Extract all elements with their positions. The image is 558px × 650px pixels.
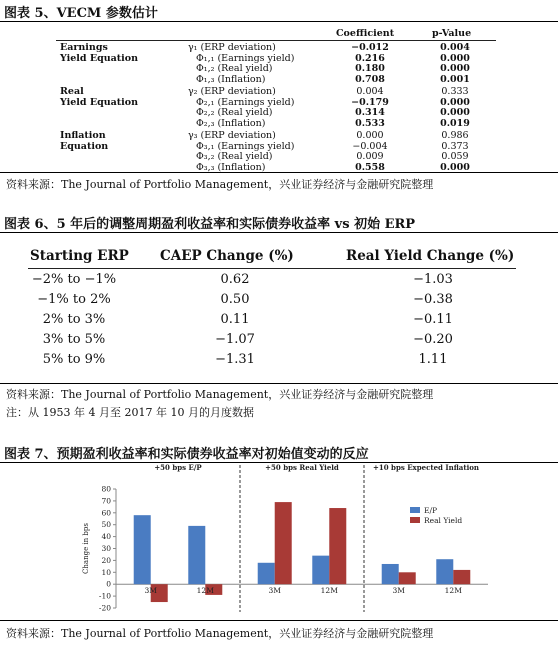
legend-swatch: [410, 507, 420, 513]
fig5-param: Φ₃,₁ (Earnings yield): [196, 140, 295, 152]
y-tick-label: 60: [101, 508, 111, 518]
fig5-header-pvalue: p-Value: [432, 28, 472, 39]
fig6-cell-erp: −2% to −1%: [31, 272, 117, 287]
fig6-cell-erp: 5% to 9%: [42, 352, 106, 367]
fig5-param: γ₁ (ERP deviation): [188, 42, 276, 53]
fig5-param: Φ₁,₃ (Inflation): [196, 73, 266, 85]
fig6-cell-caep: 0.50: [220, 292, 250, 307]
category-label: 12M: [444, 586, 462, 596]
fig6-cell-real-yield: −0.38: [413, 292, 453, 307]
category-label: 12M: [196, 586, 214, 596]
fig5-pvalue: 0.000: [440, 96, 470, 108]
fig5-coef: 0.216: [355, 52, 385, 64]
bar-ep: [312, 556, 329, 585]
y-tick-label: 70: [101, 496, 111, 506]
fig5-pvalue: 0.059: [441, 151, 469, 162]
fig6-cell-real-yield: −1.03: [413, 272, 453, 287]
fig5-group-label: Inflation: [60, 130, 106, 141]
fig5-pvalue: 0.001: [440, 73, 470, 85]
fig5-coef: −0.004: [352, 140, 388, 152]
fig5-bottom-rule: [0, 172, 558, 173]
fig5-pvalue: 0.986: [441, 130, 469, 141]
fig5-param: Φ₁,₂ (Real yield): [196, 63, 273, 74]
fig5-coef: 0.000: [356, 130, 384, 141]
y-tick-label: 30: [101, 544, 111, 553]
fig5-group-label: Equation: [60, 140, 109, 152]
fig6-header-real-yield: Real Yield Change (%): [346, 248, 515, 264]
fig5-group-label: Real: [60, 86, 84, 97]
fig6-header-caep: CAEP Change (%): [160, 248, 294, 264]
bar-ep: [382, 564, 399, 584]
fig6-cell-caep: 0.62: [220, 272, 250, 287]
fig5-pvalue: 0.004: [440, 42, 470, 53]
fig7-source: 资料来源：The Journal of Portfolio Management，兴业证券经济与金融研究院整理: [6, 627, 434, 640]
fig5-pvalue: 0.373: [441, 140, 469, 152]
fig6-title-rule: [0, 232, 558, 233]
fig5-header-rule: [56, 40, 496, 41]
fig5-coef: 0.009: [356, 151, 384, 162]
category-label: 3M: [144, 586, 157, 596]
fig6-header-starting-erp: Starting ERP: [30, 248, 129, 264]
fig6-cell-real-yield: 1.11: [418, 352, 448, 367]
fig6-title: 图表 6、5 年后的调整周期盈利收益率和实际债券收益率 vs 初始 ERP: [4, 217, 416, 232]
fig5-pvalue: 0.000: [440, 107, 470, 118]
fig5-group-label: Earnings: [60, 42, 108, 53]
y-tick-label: -20: [98, 603, 111, 613]
y-tick-label: 40: [101, 532, 111, 542]
legend-label: E/P: [424, 506, 438, 515]
legend-label: Real Yield: [424, 516, 463, 525]
fig5-pvalue: 0.333: [441, 86, 469, 97]
fig6-cell-caep: −1.31: [215, 352, 255, 367]
bar-real-yield: [453, 570, 470, 584]
fig6-note: 注：从 1953 年 4 月至 2017 年 10 月的月度数据: [6, 406, 254, 419]
y-tick-label: 20: [101, 555, 111, 565]
category-label: 3M: [268, 586, 281, 596]
fig5-pvalue: 0.000: [440, 161, 470, 173]
y-tick-label: 80: [101, 484, 111, 494]
panel-title: +50 bps E/P: [154, 463, 202, 472]
fig5-coef: −0.179: [351, 96, 389, 108]
fig5-param: Φ₃,₂ (Real yield): [196, 151, 273, 162]
category-label: 12M: [320, 586, 338, 596]
fig5-coef: 0.314: [355, 107, 385, 118]
fig5-param: Φ₂,₃ (Inflation): [196, 117, 266, 129]
fig5-header-coefficient: Coefficient: [336, 28, 395, 39]
fig5-title: 图表 5、VECM 参数估计: [4, 6, 158, 21]
fig6-cell-caep: −1.07: [215, 332, 255, 347]
fig5-coef: 0.558: [355, 161, 385, 173]
fig5-param: Φ₂,₂ (Real yield): [196, 107, 273, 118]
panel-title: +10 bps Expected Inflation: [373, 463, 479, 472]
fig6-source: 资料来源：The Journal of Portfolio Management，兴业证券经济与金融研究院整理: [6, 388, 434, 401]
fig6-header-rule: [28, 268, 516, 269]
bar-ep: [258, 563, 275, 584]
bar-real-yield: [275, 502, 292, 584]
bar-ep: [436, 559, 453, 584]
fig5-param: Φ₃,₃ (Inflation): [196, 161, 266, 173]
fig6-cell-real-yield: −0.11: [413, 312, 453, 327]
fig5-param: γ₂ (ERP deviation): [188, 86, 276, 97]
fig5-coef: 0.708: [355, 73, 385, 85]
bar-real-yield: [329, 508, 346, 584]
bar-ep: [134, 515, 151, 584]
fig6-cell-caep: 0.11: [220, 312, 250, 327]
y-tick-label: -10: [98, 591, 111, 601]
y-tick-label: 50: [101, 520, 111, 530]
legend-swatch: [410, 517, 420, 523]
fig6-cell-erp: 3% to 5%: [42, 332, 106, 347]
y-tick-label: 10: [101, 567, 111, 577]
fig5-group-label: Yield Equation: [60, 52, 139, 64]
fig6-bottom-rule: [0, 383, 558, 384]
bar-real-yield: [399, 572, 416, 584]
fig5-param: γ₃ (ERP deviation): [188, 130, 276, 141]
y-tick-label: 0: [106, 579, 111, 589]
category-label: 3M: [392, 586, 405, 596]
fig5-coef: 0.180: [355, 63, 385, 74]
fig5-coef: −0.012: [351, 42, 389, 53]
fig5-param: Φ₂,₁ (Earnings yield): [196, 96, 295, 108]
fig6-cell-erp: −1% to 2%: [37, 292, 111, 307]
fig5-pvalue: 0.000: [440, 63, 470, 74]
fig5-param: Φ₁,₁ (Earnings yield): [196, 52, 295, 64]
fig7-bottom-rule: [0, 620, 558, 621]
fig7-chart: [0, 463, 558, 618]
y-axis-label: Change in bps: [82, 523, 90, 574]
fig5-source: 资料来源：The Journal of Portfolio Management，兴业证券经济与金融研究院整理: [6, 178, 434, 191]
bar-ep: [188, 526, 205, 584]
fig6-cell-erp: 2% to 3%: [42, 312, 106, 327]
fig7-title: 图表 7、预期盈利收益率和实际债券收益率对初始值变动的反应: [4, 447, 369, 462]
panel-title: +50 bps Real Yield: [265, 463, 339, 472]
fig5-coef: 0.533: [355, 117, 385, 129]
fig5-coef: 0.004: [356, 86, 384, 97]
fig5-pvalue: 0.000: [440, 52, 470, 64]
fig5-pvalue: 0.019: [440, 117, 470, 129]
fig6-cell-real-yield: −0.20: [413, 332, 453, 347]
fig5-title-rule: [0, 21, 558, 22]
fig5-group-label: Yield Equation: [60, 96, 139, 108]
